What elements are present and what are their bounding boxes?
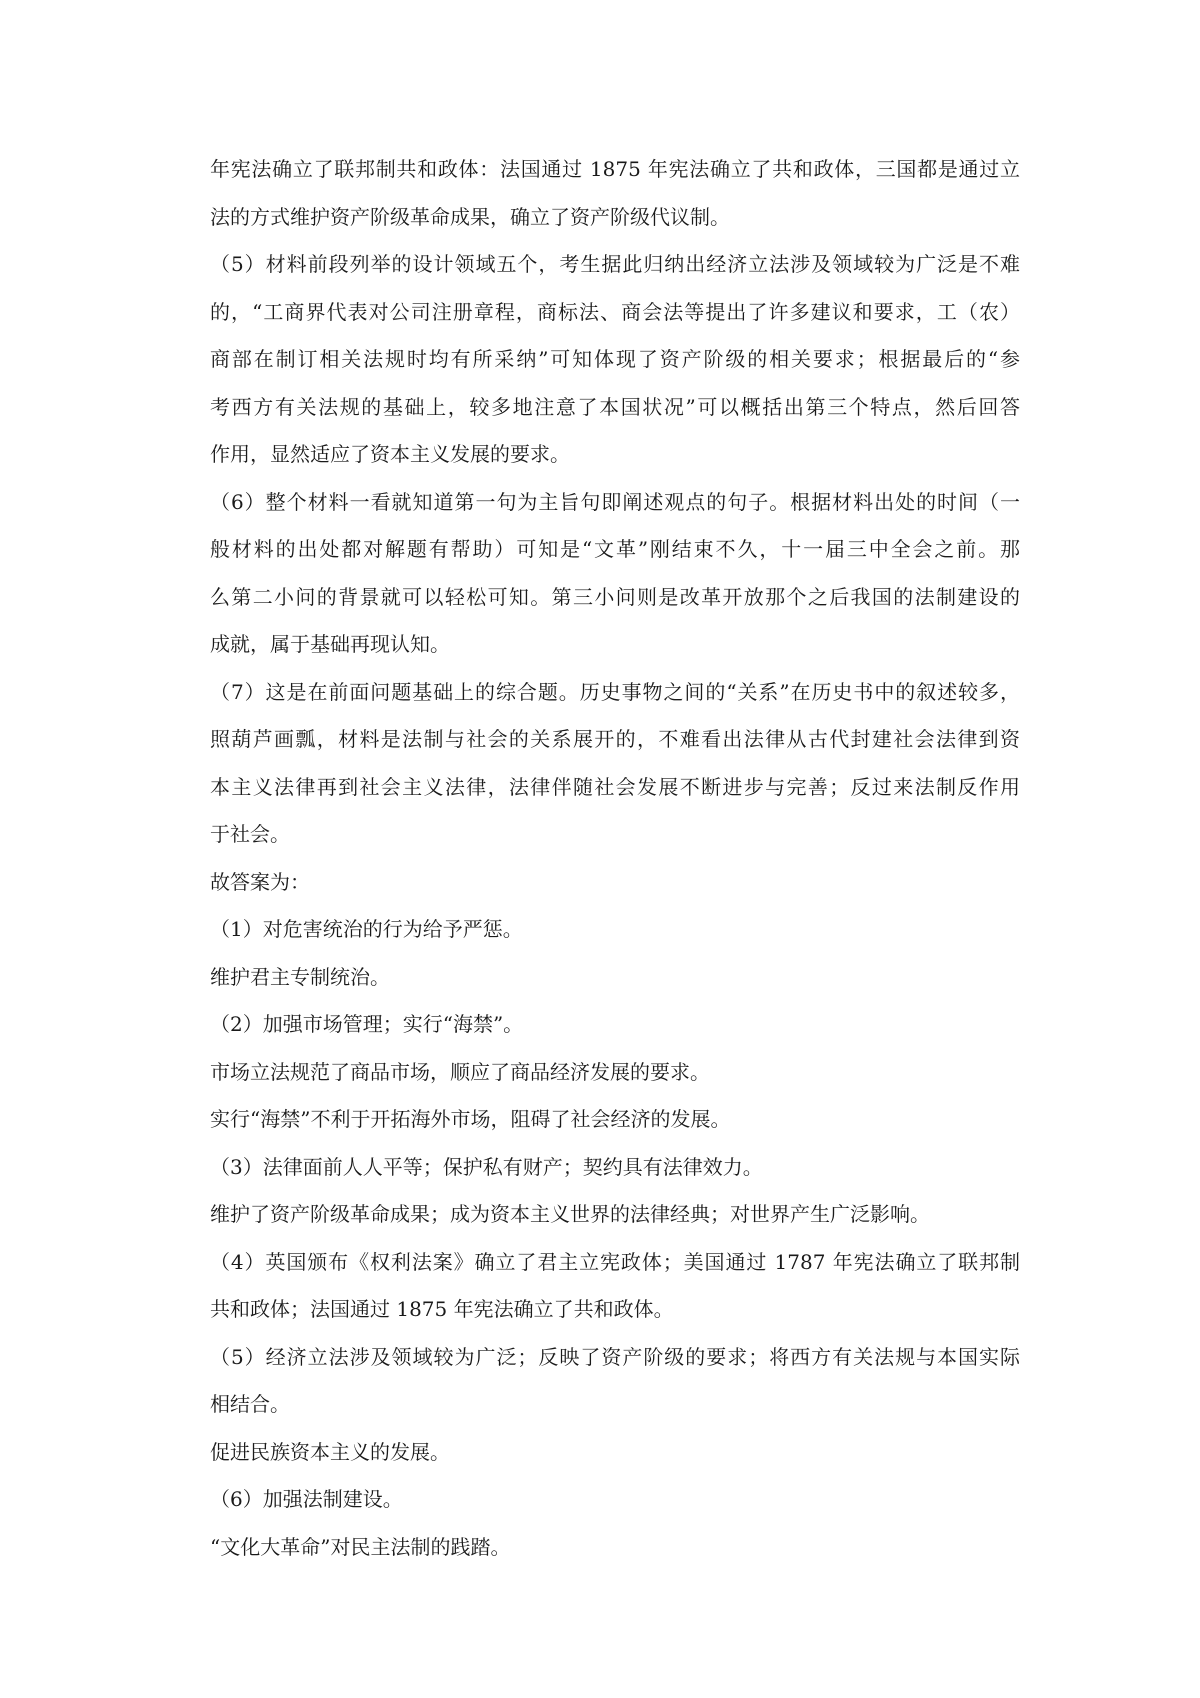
text-line: （6）整个材料一看就知道第一句为主旨句即阐述观点的句子。根据材料出处的时间（一 [210, 489, 1020, 514]
answer-line: 维护君主专制统治。 [210, 964, 390, 989]
text-line: （5）材料前段列举的设计领域五个，考生据此归纳出经济立法涉及领域较为广泛是不难 [210, 252, 1020, 276]
answer-line: （4）英国颁布《权利法案》确立了君主立宪政体；美国通过 1787 年宪法确立了联邦制 [210, 1249, 1020, 1274]
answer-line: 共和政体；法国通过 1875 年宪法确立了共和政体。 [210, 1297, 674, 1321]
answer-line: 实行“海禁”不利于开拓海外市场，阻碍了社会经济的发展。 [210, 1107, 731, 1131]
answer-line: （2）加强市场管理；实行“海禁”。 [210, 1012, 524, 1036]
answer-line: （5）经济立法涉及领域较为广泛；反映了资产阶级的要求；将西方有关法规与本国实际 [210, 1344, 1020, 1369]
text-line: 法的方式维护资产阶级革命成果，确立了资产阶级代议制。 [210, 204, 730, 229]
answer-line: 维护了资产阶级革命成果；成为资本主义世界的法律经典；对世界产生广泛影响。 [210, 1202, 930, 1226]
answer-line: （3）法律面前人人平等；保护私有财产；契约具有法律效力。 [210, 1154, 763, 1179]
answer-line: 市场立法规范了商品市场，顺应了商品经济发展的要求。 [210, 1059, 710, 1084]
text-line: 本主义法律再到社会主义法律，法律伴随社会发展不断进步与完善；反过来法制反作用 [210, 774, 1020, 799]
text-line: 商部在制订相关法规时均有所采纳”可知体现了资产阶级的相关要求；根据最后的“参 [210, 347, 1020, 371]
document-body [210, 146, 1020, 1571]
text-line: （7）这是在前面问题基础上的综合题。历史事物之间的“关系”在历史书中的叙述较多， [210, 679, 1020, 704]
text-line: 年宪法确立了联邦制共和政体：法国通过 1875 年宪法确立了共和政体，三国都是通过立 [210, 157, 1020, 181]
answer-line: 促进民族资本主义的发展。 [210, 1439, 450, 1464]
answer-line: “文化大革命”对民主法制的践踏。 [210, 1534, 511, 1559]
answer-line: 相结合。 [210, 1392, 290, 1416]
text-line: 的，“工商界代表对公司注册章程，商标法、商会法等提出了许多建议和要求，工（农） [210, 299, 1020, 324]
text-line: 考西方有关法规的基础上，较多地注意了本国状况”可以概括出第三个特点，然后回答 [210, 394, 1020, 419]
text-line: 作用，显然适应了资本主义发展的要求。 [210, 442, 570, 466]
answer-line: （6）加强法制建设。 [210, 1487, 403, 1511]
text-line: 照葫芦画瓢，材料是法制与社会的关系展开的，不难看出法律从古代封建社会法律到资 [210, 727, 1020, 751]
answer-heading: 故答案为： [210, 869, 310, 894]
text-line: 于社会。 [210, 822, 290, 846]
answer-line: （1）对危害统治的行为给予严惩。 [210, 917, 523, 941]
text-line: 般材料的出处都对解题有帮助）可知是“文革”刚结束不久，十一届三中全会之前。那 [210, 537, 1020, 561]
text-line: 么第二小问的背景就可以轻松可知。第三小问则是改革开放那个之后我国的法制建设的 [210, 584, 1020, 609]
text-line: 成就，属于基础再现认知。 [210, 632, 450, 656]
